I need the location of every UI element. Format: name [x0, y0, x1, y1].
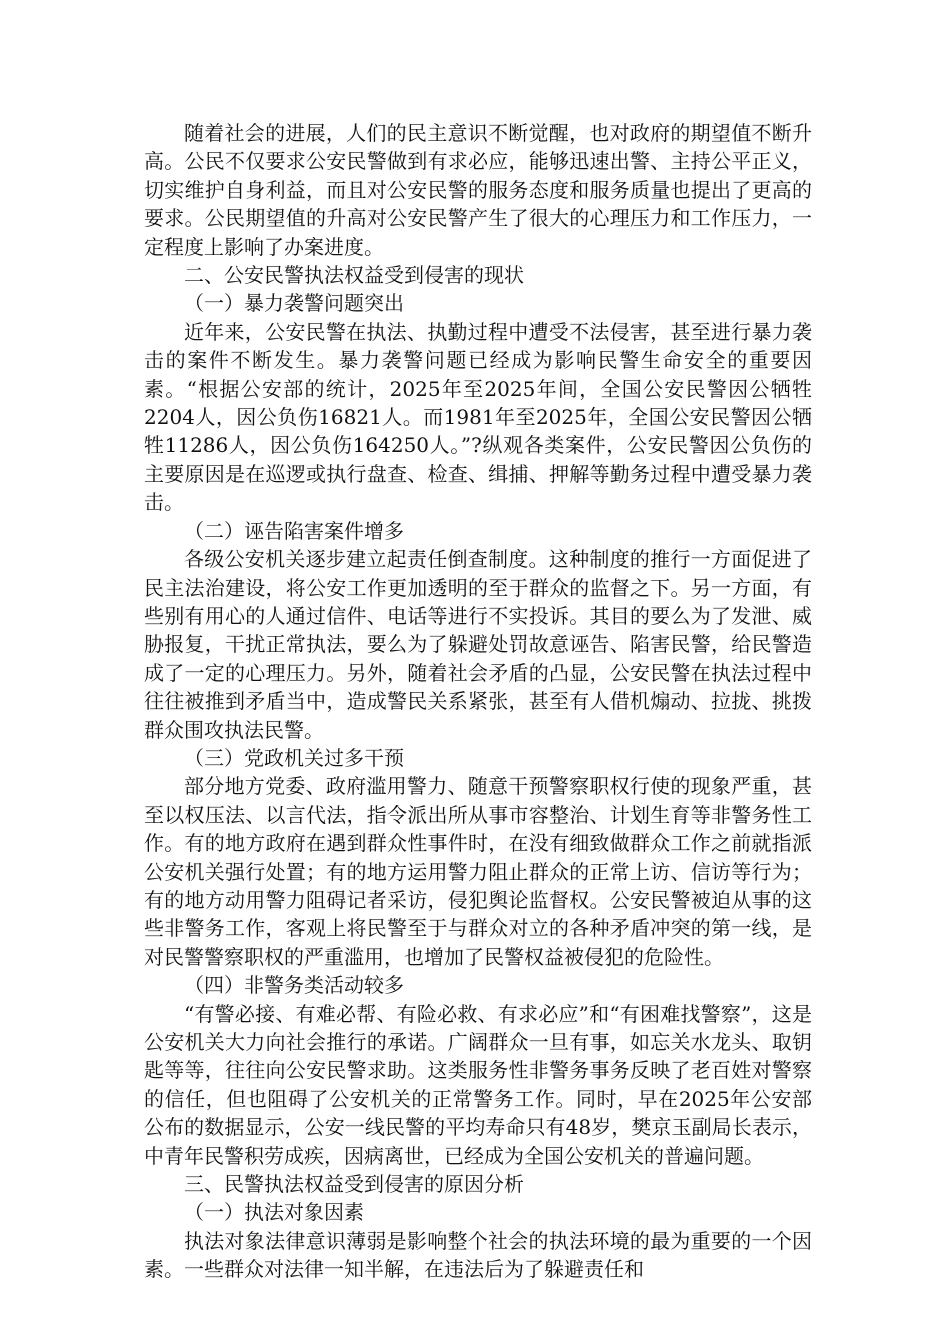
document-page — [144, 119, 812, 1284]
subsection-heading: （一）执法对象因素 — [184, 1200, 364, 1225]
body-paragraph: “有警必接、有难必帮、有险必救、有求必应”和“有困难找警察”，这是公安机关大力向社会推行的承诺。广阔群众一旦有事，如忘关水龙头、取钥匙等等，往往向公安民警求助。这类服务性非警务事务反映了老百姓对警察的信任，但也阻碍了公安机关的正常警务工作。同时，早在2025年公安部公布的数据显示，公安一线民警的平均寿命只有48岁，樊京玉副局长表示，中青年民警积劳成疾，因病离世，已经成为全国公安机关的普遍问题。 — [144, 1001, 812, 1168]
body-paragraph: 近年来，公安民警在执法、执勤过程中遭受不法侵害，甚至进行暴力袭击的案件不断发生。暴力袭警问题已经成为影响民警生命安全的重要因素。“根据公安部的统计，2025年至2025年间，全国公安民警因公牺牲2204人，因公负伤16821人。而1981年至2025年，全国公安民警因公牺牲11286人，因公负伤164250人。”?纵观各类案件，公安民警因公负伤的主要原因是在巡逻或执行盘查、检查、缉捕、押解等勤务过程中遭受暴力袭击。 — [144, 319, 812, 515]
section-heading: 二、公安民警执法权益受到侵害的现状 — [184, 263, 524, 288]
body-paragraph: 执法对象法律意识薄弱是影响整个社会的执法环境的最为重要的一个因素。一些群众对法律一知半解，在违法后为了躲避责任和 — [144, 1228, 812, 1282]
subsection-heading: （三）党政机关过多干预 — [184, 745, 404, 770]
subsection-heading: （二）诬告陷害案件增多 — [184, 518, 404, 543]
subsection-heading: （一）暴力袭警问题突出 — [184, 291, 404, 316]
body-paragraph: 各级公安机关逐步建立起责任倒查制度。这种制度的推行一方面促进了民主法治建设，将公安工作更加透明的至于群众的监督之下。另一方面，有些别有用心的人通过信件、电话等进行不实投诉。其目的要么为了发泄、威胁报复，干扰正常执法，要么为了躲避处罚故意诬告、陷害民警，给民警造成了一定的心理压力。另外，随着社会矛盾的凸显，公安民警在执法过程中往往被推到矛盾当中，造成警民关系紧张，甚至有人借机煽动、拉拢、挑拨群众围攻执法民警。 — [144, 547, 812, 742]
body-paragraph: 随着社会的进展，人们的民主意识不断觉醒，也对政府的期望值不断升高。公民不仅要求公安民警做到有求必应，能够迅速出警、主持公平正义，切实维护自身利益，而且对公安民警的服务态度和服务质量也提出了更高的要求。公民期望值的升高对公安民警产生了很大的心理压力和工作压力，一定程度上影响了办案进度。 — [144, 121, 812, 259]
section-heading: 三、民警执法权益受到侵害的原因分析 — [184, 1172, 524, 1197]
body-paragraph: 部分地方党委、政府滥用警力、随意干预警察职权行使的现象严重，甚至以权压法、以言代法，指令派出所从事市容整治、计划生育等非警务性工作。有的地方政府在遇到群众性事件时，在没有细致做群众工作之前就指派公安机关强行处置；有的地方运用警力阻止群众的正常上访、信访等行为；有的地方动用警力阻碍记者采访，侵犯舆论监督权。公安民警被迫从事的这些非警务工作，客观上将民警至于与群众对立的各种矛盾冲突的第一线，是对民警警察职权的严重滥用，也增加了民警权益被侵犯的危险性。 — [144, 774, 812, 969]
subsection-heading: （四）非警务类活动较多 — [184, 973, 404, 998]
